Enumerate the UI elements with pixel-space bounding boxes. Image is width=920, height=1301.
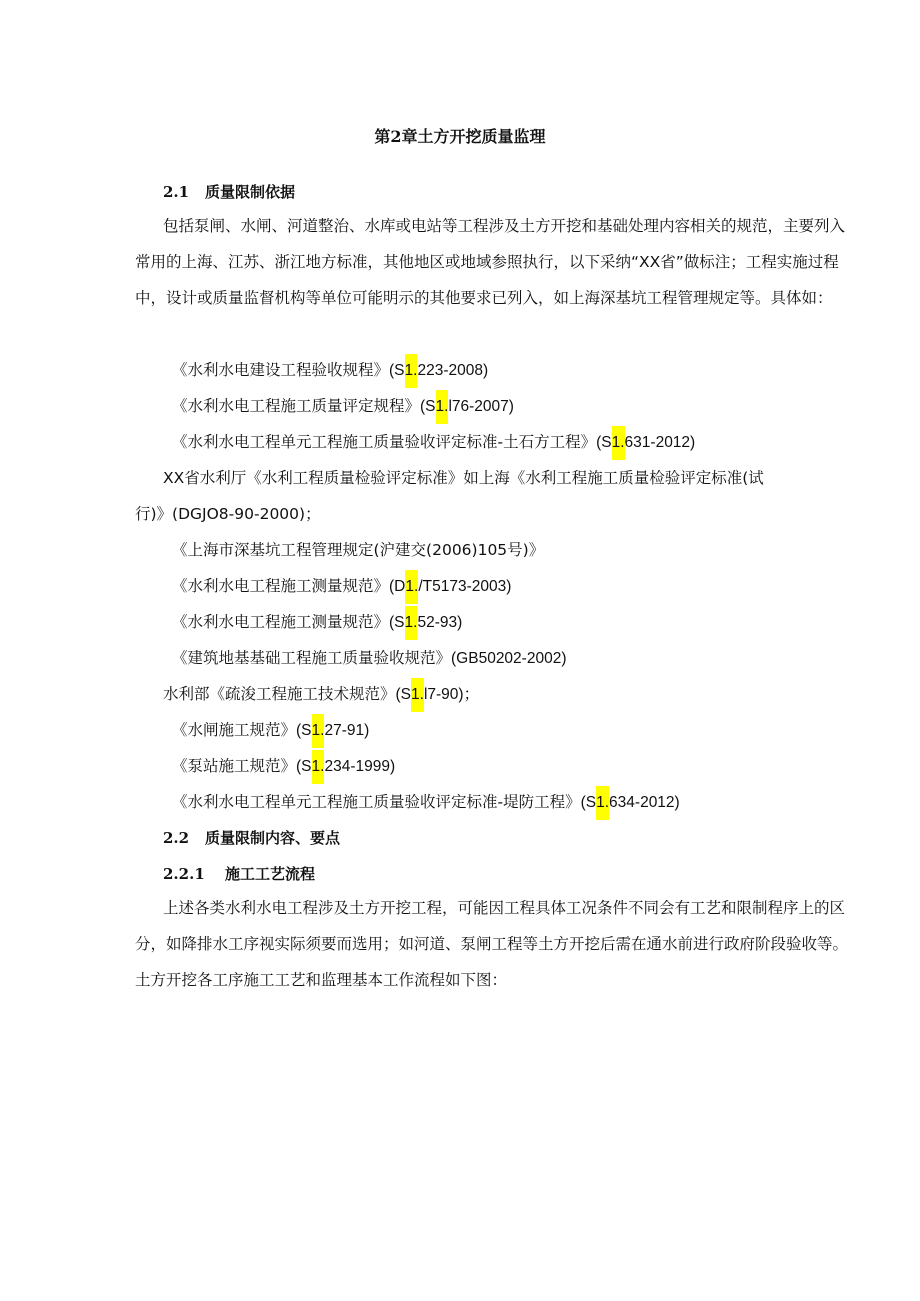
section-title: 施工工艺流程 (225, 865, 316, 883)
intro-paragraph: 包括泵闸、水闸、河道整治、水库或电站等工程涉及土方开挖和基础处理内容相关的规范，主要列入常用的上海、江苏、浙江地方标准，其他地区或地域参照执行，以下采纳“XX省”做标注；工程实施过程中，设计或质量监督机构等单位可能明示的其他要求已列入，如上海深基坑工程管理规定等。具体如： (135, 217, 846, 307)
section-heading-2-1 (163, 181, 295, 203)
reference-item: 《建筑地基基础工程施工质量验收规范》(GB50202-2002) (172, 649, 567, 667)
reference-item: 《水利水电工程施工测量规范》(D1./T5173-2003) (172, 575, 511, 598)
section-number: 2.1 (163, 183, 190, 201)
section-title: 质量限制依据 (205, 183, 296, 201)
section-heading-2-2-1 (163, 863, 315, 885)
reference-item: 《泵站施工规范》(S1.234-1999) (172, 755, 395, 778)
reference-item: 《水利水电建设工程验收规程》(S1.223-2008) (172, 359, 488, 382)
reference-item: 《水利水电工程单元工程施工质量验收评定标准-土石方工程》(S1.631-2012) (172, 431, 695, 454)
reference-item: 《水闸施工规范》(S1.27-91) (172, 719, 369, 742)
reference-item: 水利部《疏浚工程施工技术规范》(S1.l7-90)； (163, 683, 479, 706)
section-heading-2-2 (163, 827, 340, 849)
process-paragraph: 上述各类水利水电工程涉及土方开挖工程，可能因工程具体工况条件不同会有工艺和限制程序上的区分，如降排水工序视实际须要而选用；如河道、泵闸工程等土方开挖后需在通水前进行政府阶段验收等。土方开挖各工序施工工艺和监理基本工作流程如下图： (135, 899, 849, 989)
section-number: 2.2 (163, 829, 190, 847)
reference-item: 《上海市深基坑工程管理规定(沪建交(2006)105号)》 (172, 541, 545, 559)
reference-item: 《水利水电工程施工测量规范》(S1.52-93) (172, 611, 462, 634)
section-title: 质量限制内容、要点 (205, 829, 341, 847)
reference-item: 行)》(DGJO8-90-2000)； (135, 505, 321, 523)
reference-item: 《水利水电工程单元工程施工质量验收评定标准-堤防工程》(S1.634-2012) (172, 791, 680, 814)
reference-item: 《水利水电工程施工质量评定规程》(S1.l76-2007) (172, 395, 514, 418)
reference-item: XX省水利厅《水利工程质量检验评定标准》如上海《水利工程施工质量检验评定标准(试 (163, 469, 764, 487)
chapter-title: 第2章土方开挖质量监理 (374, 127, 546, 146)
section-number: 2.2.1 (163, 865, 205, 883)
